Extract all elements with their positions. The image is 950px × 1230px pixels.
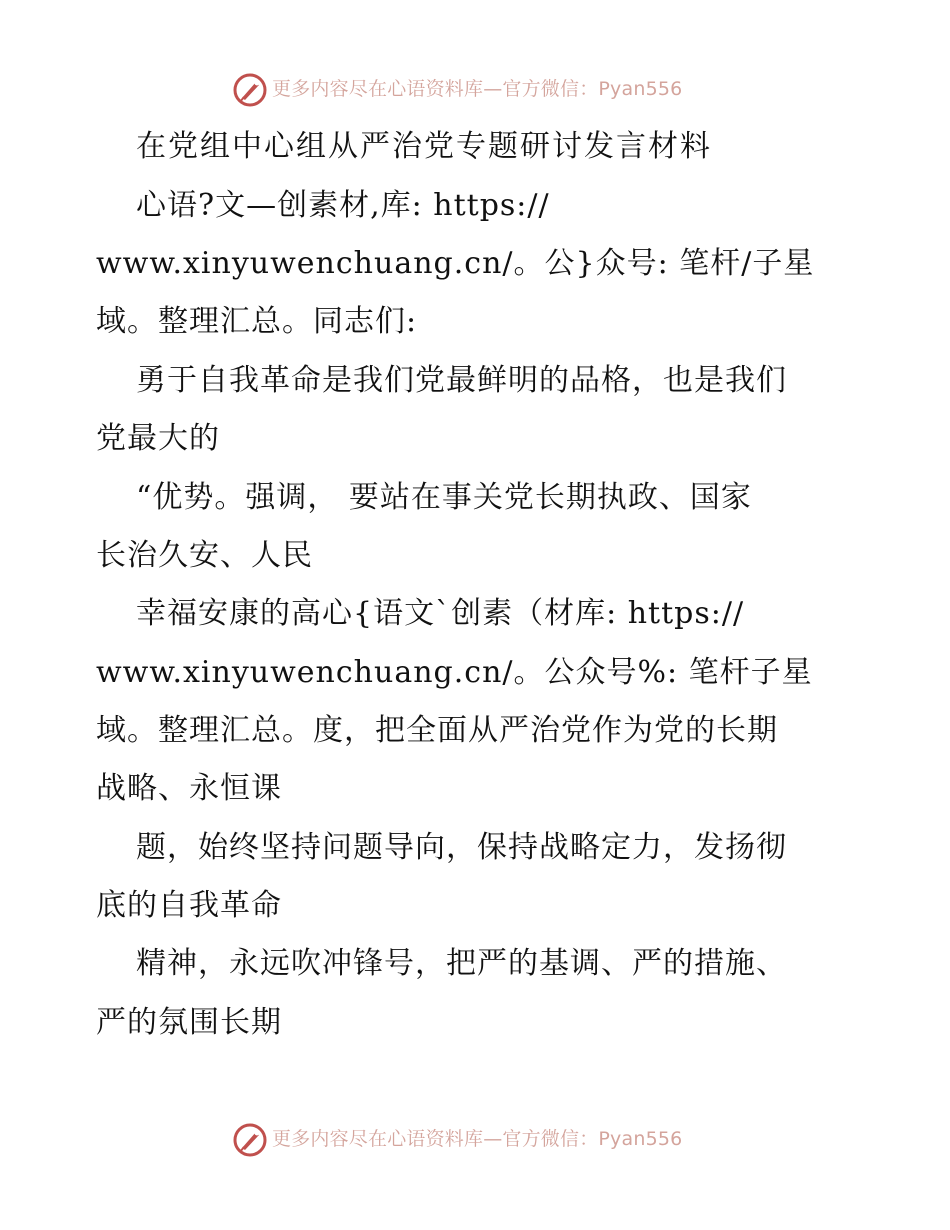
document-title: 在党组中心组从严治党专题研讨发言材料 <box>136 129 712 164</box>
text-line: www.xinyuwenchuang.cn/。公}众号: 笔杆/子星 <box>96 246 815 281</box>
text-line: “优势。强调， 要站在事关党长期执政、国家 <box>136 480 752 515</box>
text-line: 心语?文—创素材,库: https:// <box>136 188 550 223</box>
banner-text: 更多内容尽在心语资料库—官方微信：Pyan556 <box>272 1128 683 1150</box>
text-line: 严的氛围长期 <box>96 1005 282 1040</box>
text-line: 党最大的 <box>96 421 220 456</box>
text-line: 域。整理汇总。度，把全面从严治党作为党的长期 <box>96 713 778 748</box>
text-line: 长治久安、人民 <box>96 538 313 573</box>
text-line: 精神，永远吹冲锋号，把严的基调、严的措施、 <box>136 946 787 981</box>
text-line: 幸福安康的高心{语文`创素（材库: https:// <box>136 596 745 631</box>
footer-banner <box>0 1120 950 1160</box>
text-line: 勇于自我革命是我们党最鲜明的品格，也是我们 <box>136 363 787 398</box>
text-line: 域。整理汇总。同志们: <box>96 304 418 339</box>
quill-pen-logo-icon <box>232 1122 268 1158</box>
text-line: www.xinyuwenchuang.cn/。公众号%: 笔杆子星 <box>96 655 813 690</box>
banner-text: 更多内容尽在心语资料库—官方微信：Pyan556 <box>272 78 683 100</box>
text-line: 题，始终坚持问题导向，保持战略定力，发扬彻 <box>136 830 787 865</box>
text-line: 底的自我革命 <box>96 888 282 923</box>
text-line: 战略、永恒课 <box>96 771 282 806</box>
